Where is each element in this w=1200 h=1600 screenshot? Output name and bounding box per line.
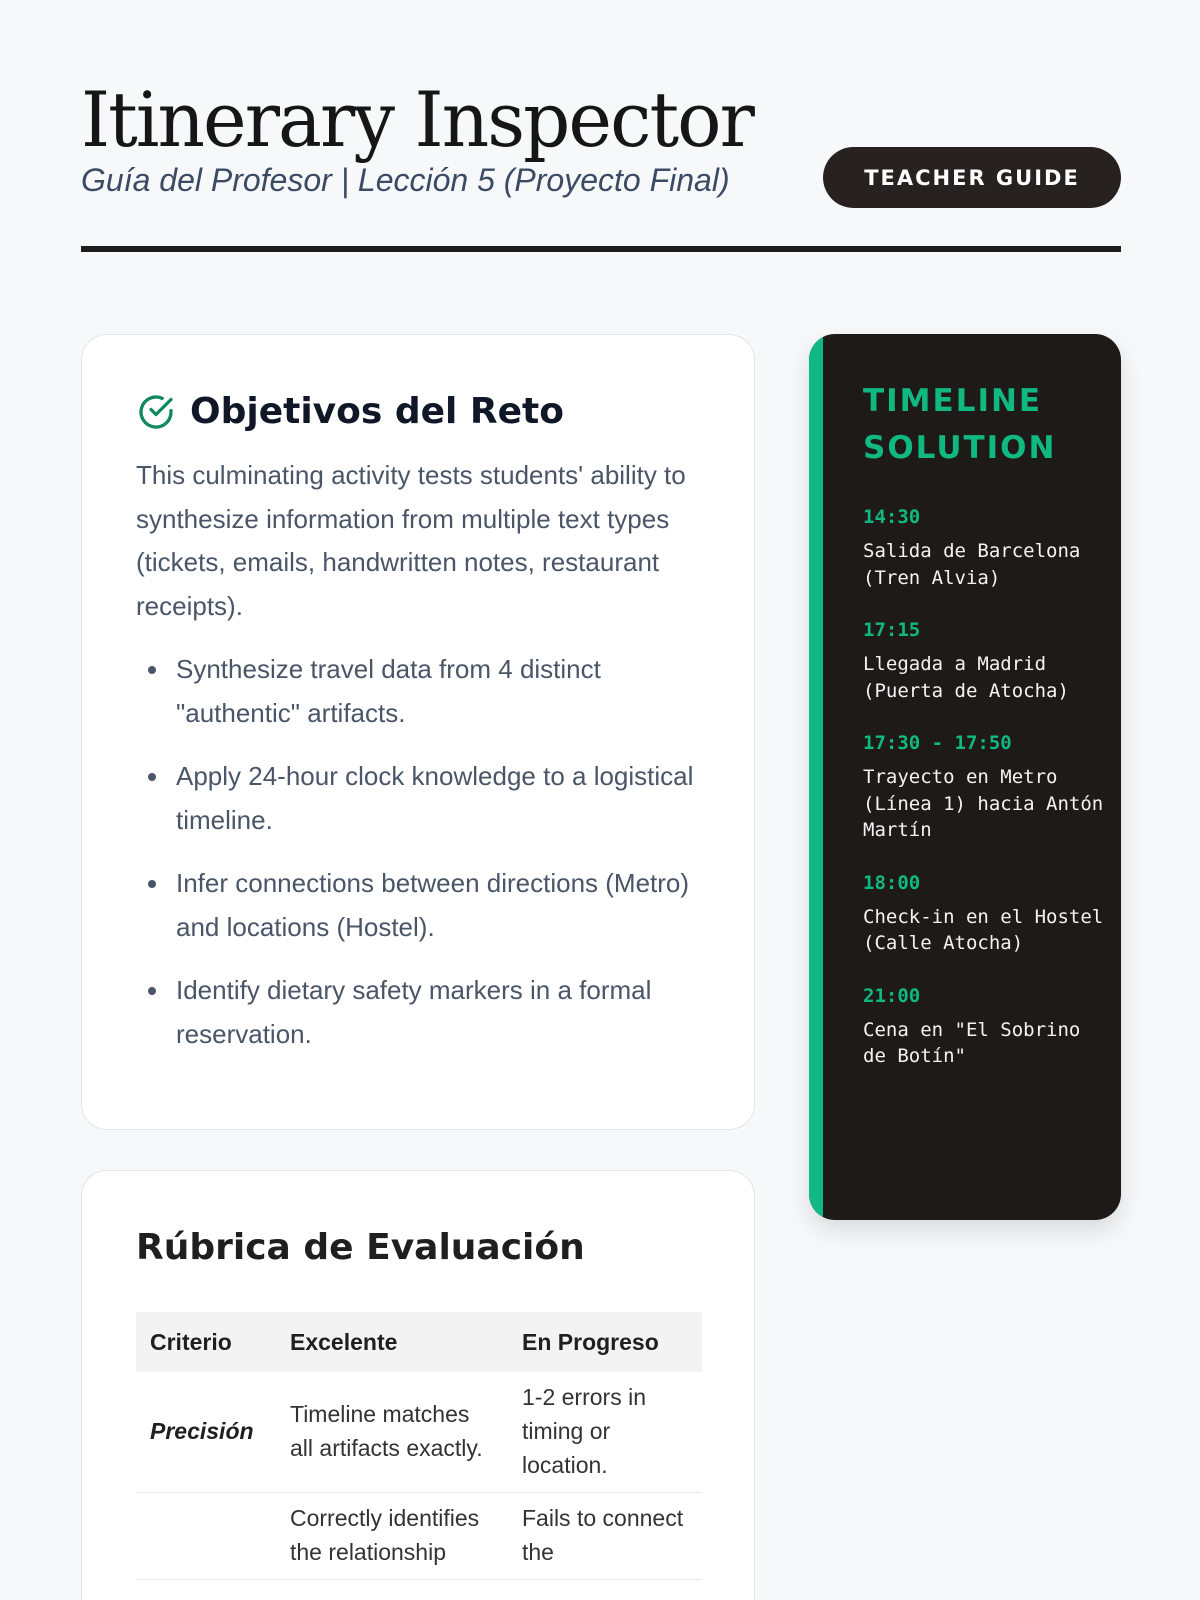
timeline-item xyxy=(863,506,1113,591)
timeline-description: Trayecto en Metro (Línea 1) hacia Antón Martín xyxy=(863,766,1104,841)
table-row xyxy=(136,1493,702,1580)
objectives-header xyxy=(136,391,700,432)
timeline-item xyxy=(863,619,1113,704)
table-row xyxy=(136,1372,702,1493)
header-divider xyxy=(81,246,1121,252)
timeline-list xyxy=(863,506,1113,1098)
list-item: Identify dietary safety markers in a formal reservation. xyxy=(136,969,702,1056)
objectives-intro: This culminating activity tests students' ability to synthesize information from multiple text types (tickets, emails, handwritten notes, restaurant receipts). xyxy=(136,460,686,621)
rubric-table xyxy=(136,1312,702,1580)
timeline-time: 17:15 xyxy=(863,619,921,641)
timeline-description: Salida de Barcelona (Tren Alvia) xyxy=(863,540,1081,589)
timeline-time: 18:00 xyxy=(863,871,921,894)
column-header-progreso: En Progreso xyxy=(508,1312,702,1372)
table-header-row xyxy=(136,1312,702,1372)
timeline-accent-bar xyxy=(809,334,823,1220)
timeline-title: TIMELINE SOLUTION xyxy=(863,383,1057,466)
progreso-cell: 1-2 errors in timing or location. xyxy=(508,1372,702,1493)
list-item: Synthesize travel data from 4 distinct "authentic" artifacts. xyxy=(136,648,702,735)
timeline-item xyxy=(863,872,1113,957)
timeline-time: 14:30 xyxy=(863,506,921,528)
timeline-solution-panel xyxy=(809,334,1121,1220)
objectives-title: Objetivos del Reto xyxy=(190,391,564,432)
list-item: Infer connections between directions (Metro) and locations (Hostel). xyxy=(136,862,702,949)
list-item: Apply 24-hour clock knowledge to a logistical timeline. xyxy=(136,755,702,842)
check-circle-icon xyxy=(136,392,176,432)
timeline-description: Cena en "El Sobrino de Botín" xyxy=(863,1018,1081,1067)
objectives-list xyxy=(136,648,702,1056)
excelente-cell: Timeline matches all artifacts exactly. xyxy=(276,1372,508,1493)
page-subtitle: Guía del Profesor | Lección 5 (Proyecto Final) xyxy=(81,162,730,198)
criterio-cell: Precisión xyxy=(136,1372,276,1493)
timeline-description: Llegada a Madrid (Puerta de Atocha) xyxy=(863,653,1069,702)
column-header-excelente: Excelente xyxy=(276,1312,508,1372)
objectives-card xyxy=(81,334,755,1130)
criterio-cell xyxy=(136,1493,276,1580)
timeline-time: 17:30 - 17:50 xyxy=(863,732,1012,754)
timeline-item xyxy=(863,732,1113,844)
rubric-card xyxy=(81,1170,755,1600)
timeline-time: 21:00 xyxy=(863,984,921,1007)
column-header-criterio: Criterio xyxy=(136,1312,276,1372)
page-header xyxy=(81,76,1121,254)
timeline-item xyxy=(863,985,1113,1070)
timeline-description: Check-in en el Hostel (Calle Atocha) xyxy=(863,905,1104,954)
page-title: Itinerary Inspector xyxy=(81,75,753,164)
excelente-cell: Correctly identifies the relationship xyxy=(276,1493,508,1580)
teacher-guide-badge: TEACHER GUIDE xyxy=(823,147,1121,208)
rubric-title: Rúbrica de Evaluación xyxy=(136,1227,585,1268)
progreso-cell: Fails to connect the xyxy=(508,1493,702,1580)
